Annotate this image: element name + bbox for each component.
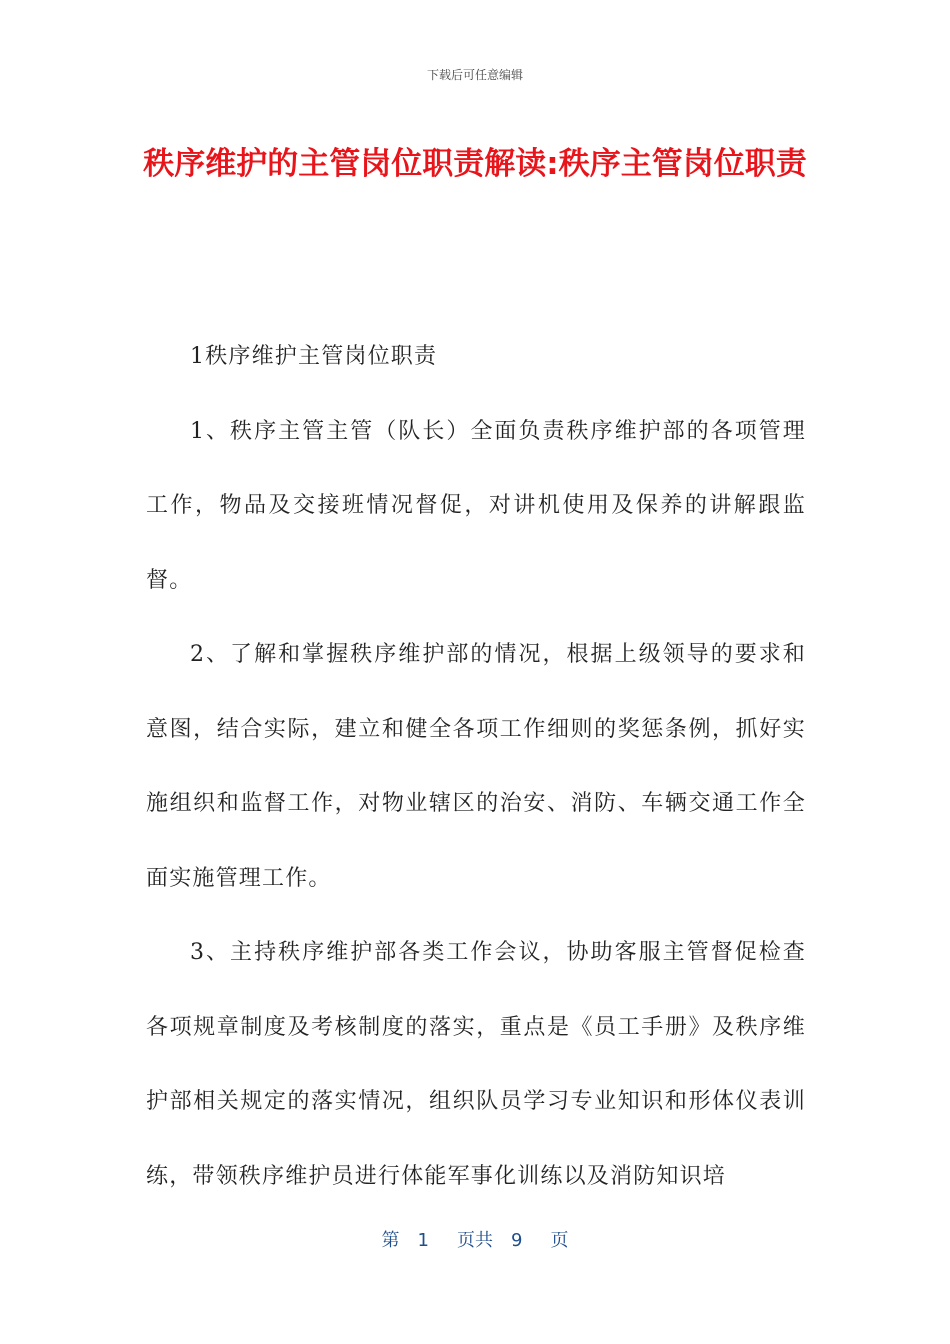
footer-current-page: 1 [417, 1230, 429, 1251]
paragraph-1: 1、秩序主管主管（队长）全面负责秩序维护部的各项管理工作，物品及交接班情况督促，对讲机使用及保养的讲解跟监督。 [146, 418, 806, 593]
document-body [146, 320, 806, 1214]
footer-suffix: 页 [550, 1230, 569, 1251]
footer-middle: 页共 [457, 1230, 493, 1251]
page-number-footer [0, 1226, 950, 1252]
paragraph-3: 3、主持秩序维护部各类工作会议，协助客服主管督促检查各项规章制度及考核制度的落实，重点是《员工手册》及秩序维护部相关规定的落实情况，组织队员学习专业知识和形体仪表训练，带领秩序维护员进行体能军事化训练以及消防知识培 [146, 940, 806, 1189]
footer-prefix: 第 [381, 1230, 400, 1251]
page-header-note: 下载后可任意编辑 [426, 68, 523, 82]
section-heading: 1秩序维护主管岗位职责 [190, 344, 438, 369]
paragraph-2: 2、了解和掌握秩序维护部的情况，根据上级领导的要求和意图，结合实际，建立和健全各项工作细则的奖惩条例，抓好实施组织和监督工作，对物业辖区的治安、消防、车辆交通工作全面实施管理工作。 [146, 642, 806, 891]
document-title: 秩序维护的主管岗位职责解读:秩序主管岗位职责 [143, 146, 807, 182]
footer-total-pages: 9 [511, 1230, 523, 1251]
